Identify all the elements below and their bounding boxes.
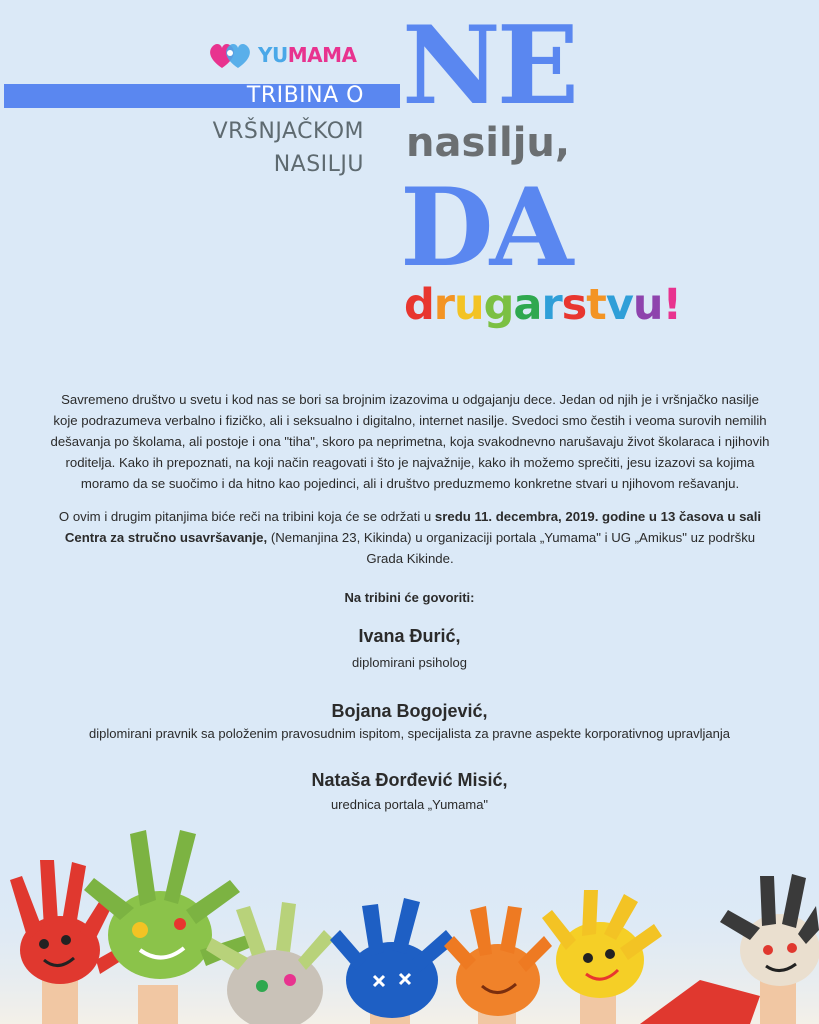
speaker-name: Ivana Đurić, [358, 626, 461, 646]
headline-nasilju: nasilju, [406, 120, 571, 166]
headline-drugarstvu [404, 280, 681, 330]
headline-letter: t [586, 280, 606, 330]
painted-hands-illustration [0, 810, 819, 1024]
speaker-name: Bojana Bogojević, [331, 701, 488, 721]
headline-letter: s [561, 280, 587, 330]
subtitle-line-1: TRIBINA O [246, 83, 364, 108]
intro-paragraph: Savremeno društvo u svetu i kod nas se bori sa brojnim izazovima u odgajanju dece. Jedan od njih je i vršnjačko nasilje koje podrazumeva verbalno i fizičko, ali i seksualno i digitalno, internet nasilje. Svedoci smo čestih i veoma surovih nemilih dešavanja po školama, ali postoje i ona "tiha", skoro pa neprimetna, koja svakodnevno narušavaju život školaraca i njihovih roditelja. Kako ih prepoznati, na koji način reagovati i što je najvažnije, kako ih možemo sprečiti, jesu izazovi sa kojima moramo da se suočimo i da hitno kao pojedinci, ali i društvo preduzmemo konkretne stvari u njihovom rešavanju. [50, 392, 770, 491]
hearts-logo-icon [208, 38, 252, 72]
speaker-name: Nataša Đorđević Misić, [311, 770, 508, 790]
speaker-role: diplomirani psiholog [352, 655, 467, 670]
headline-letter: ! [662, 280, 682, 330]
speakers-heading: Na tribini će govoriti: [344, 590, 475, 605]
event-date-location: sredu 11. decembra, 2019. godine u 13 časova u sali Centra za stručno usavršavanje, [64, 509, 762, 545]
speaker-role: urednica portala „Yumama" [330, 797, 489, 812]
headline-letter: r [541, 280, 562, 330]
headline-letter: d [404, 280, 434, 330]
headline-letter: v [605, 280, 633, 330]
event-paragraph: O ovim i drugim pitanjima biće reči na tribini koja će se održati u sredu 11. decembra, 2019. godine u 13 časova u sali Centra za stručno usavršavanje, (Nemanjina 23, Kikinda) u organizaciji portala „Yumama" i UG „Amikus" uz podršku Grada Kikinde. [58, 509, 762, 566]
headline-letter: g [483, 280, 514, 330]
logo-text: YUMAMA [258, 43, 357, 67]
headline-letter: u [454, 280, 484, 330]
yumama-logo [208, 38, 357, 72]
subtitle-line-3: NASILJU [273, 152, 364, 177]
headline-letter: r [433, 280, 454, 330]
headline-da: DA [400, 165, 570, 291]
headline-letter: u [632, 280, 663, 330]
speaker-role: diplomirani pravnik sa položenim pravosudnim ispitom, specijalista za pravne aspekte korporativnog upravljanja [89, 726, 730, 741]
headline-letter: a [513, 280, 542, 330]
headline-ne: NE [402, 3, 576, 129]
subtitle-line-2: VRŠNJAČKOM [212, 119, 364, 144]
